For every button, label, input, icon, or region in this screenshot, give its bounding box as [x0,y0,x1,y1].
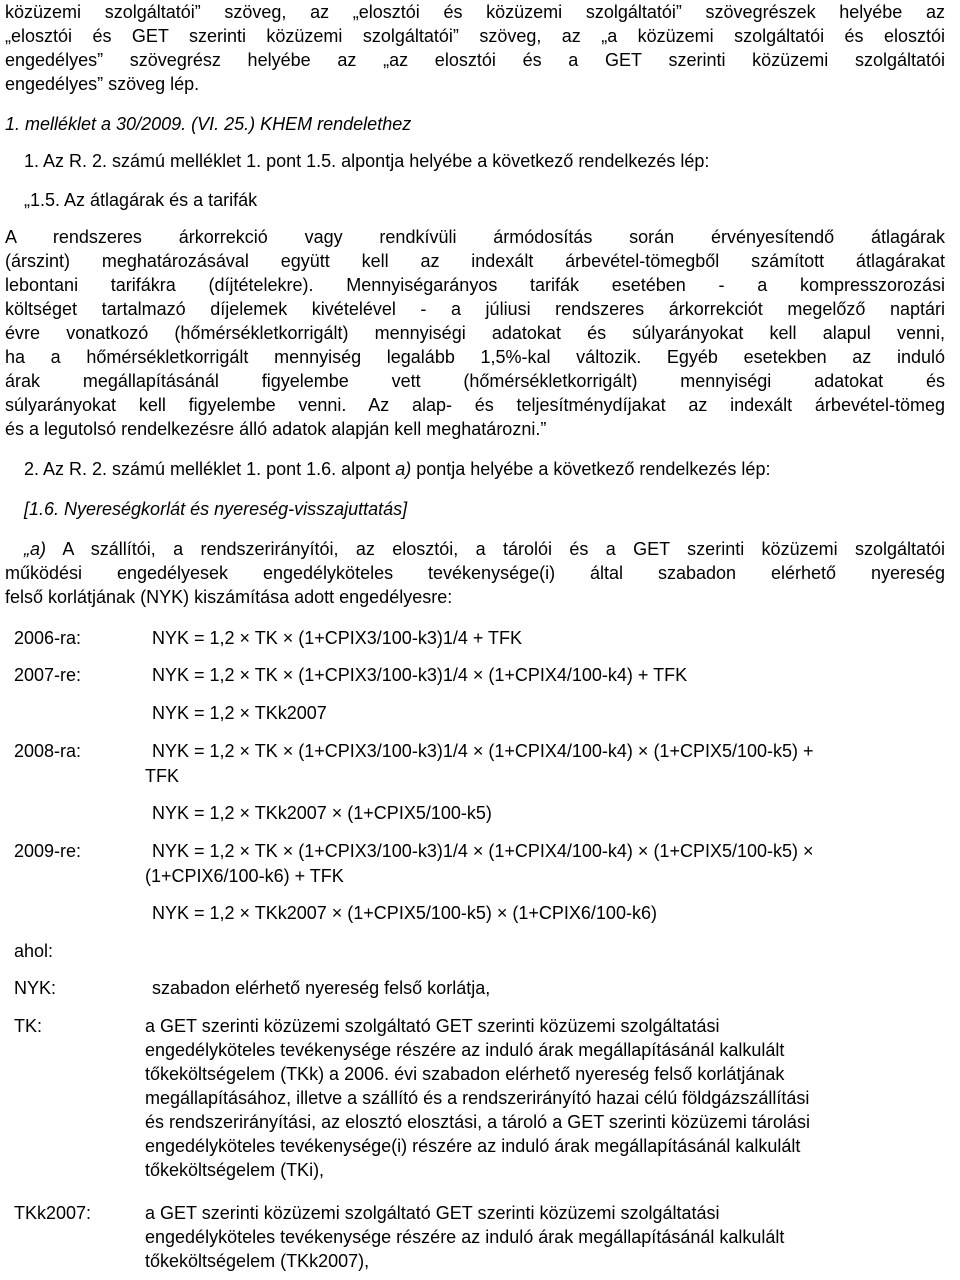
intro-line: „elosztói és GET szerinti közüzemi szolgáltatói” szöveg, az „a közüzemi szolgáltatói és elosztói [5,26,945,46]
amendment-item-1: 1. Az R. 2. számú melléklet 1. pont 1.5. alpontja helyébe a következő rendelkezés lép: [24,151,710,171]
definition-line: a GET szerinti közüzemi szolgáltató GET szerinti közüzemi szolgáltatási [145,1203,720,1223]
definition-tk [145,1014,945,1182]
formula-2008-a: NYK = 1,2 × TK × (1+CPIX3/100-k3)1/4 × (1+CPIX4/100-k4) × (1+CPIX5/100-k5) + [152,741,814,761]
year-2007-label: 2007-re: [14,665,82,685]
formula-2009-a-cont: (1+CPIX6/100-k6) + TFK [145,866,344,886]
section-1-6-heading: [1.6. Nyereségkorlát és nyereség-visszajuttatás] [24,499,408,519]
definition-nyk: szabadon elérhető nyereség felső korlátja, [152,978,491,998]
formula-2006: NYK = 1,2 × TK × (1+CPIX3/100-k3)1/4 + TFK [152,628,523,648]
year-2006-label: 2006-ra: [14,628,82,648]
definition-line: a GET szerinti közüzemi szolgáltató GET szerinti közüzemi szolgáltatási [145,1016,720,1036]
intro-paragraph [5,0,945,96]
term-tk: TK: [14,1016,43,1036]
intro-line: közüzemi szolgáltatói” szöveg, az „elosztói és közüzemi szolgáltatói” szövegrészek helyébe az [5,2,945,22]
formula-2007-a: NYK = 1,2 × TK × (1+CPIX3/100-k3)1/4 × (1+CPIX4/100-k4) + TFK [152,665,688,685]
term-tkk2007: TKk2007: [14,1203,92,1223]
intro-line: engedélyes” szöveg lép. [5,74,200,94]
paragraph-line: költséget tartalmazó díjelemek kivételével - a júliusi rendszeres árkorrekciót megelőző naptári [5,299,945,319]
definition-line: tőkeköltségelem (TKk) a 2006. évi szabadon elérhető nyereség felső korlátjának [145,1064,785,1084]
formula-2008-b: NYK = 1,2 × TKk2007 × (1+CPIX5/100-k5) [152,803,492,823]
section-1-6-paragraph [5,537,945,609]
formula-2008-a-cont: TFK [145,766,179,786]
paragraph-line: (árszint) meghatározásával együtt kell az indexált árbevétel-tömegből számított átlagárakat [5,251,945,271]
item-2-suffix: pontja helyébe a következő rendelkezés lép: [411,459,771,479]
paragraph-line: árak megállapításánál figyelembe vett (hőmérsékletkorrigált) mennyiségi adatokat és [5,371,945,391]
paragraph-line: évre vonatkozó (hőmérsékletkorrigált) mennyiségi adatokat és súlyarányokat kell alapul venni, [5,323,945,343]
definition-line: megállapításához, illetve a szállító és a rendszerirányító hazai célú földgázszállítási [145,1088,810,1108]
where-label: ahol: [14,941,54,961]
paragraph-line: ha a hőmérsékletkorrigált mennyiség legalább 1,5%-kal változik. Egyéb esetekben az induló [5,347,945,367]
year-2009-label: 2009-re: [14,841,82,861]
amendment-item-2 [24,457,770,481]
definition-line: tőkeköltségelem (TKi), [145,1160,325,1180]
section-1-5-paragraph [5,225,945,441]
annex-heading: 1. melléklet a 30/2009. (VI. 25.) KHEM rendelethez [5,114,412,134]
definition-line: tőkeköltségelem (TKk2007), [145,1251,370,1271]
paragraph-line: működési engedélyesek engedélyköteles tevékenysége(i) által szabadon elérhető nyereség [5,563,945,583]
paragraph-line: felső korlátjának (NYK) kiszámítása adott engedélyesre: [5,587,453,607]
definition-tkk2007 [145,1201,945,1273]
paragraph-line: és a legutolsó rendelkezésre álló adatok alapján kell meghatározni.” [5,419,547,439]
term-nyk: NYK: [14,978,57,998]
paragraph-line: A rendszeres árkorrekció vagy rendkívüli ármódosítás során érvényesítendő átlagárak [5,227,945,247]
paragraph-line: lebontani tarifákra (díjtételekre). Mennyiségarányos tarifák esetében - a kompresszorozási [5,275,945,295]
intro-line: engedélyes” szövegrész helyébe az „az elosztói és a GET szerinti közüzemi szolgáltatói [5,50,945,70]
paragraph-line: súlyarányokat kell figyelembe venni. Az alap- és teljesítménydíjakat az indexált árbevétel-tömeg [5,395,945,415]
section-1-5-heading: „1.5. Az átlagárak és a tarifák [24,190,258,210]
paragraph-line [5,537,945,561]
year-2008-label: 2008-ra: [14,741,82,761]
item-2-prefix: 2. Az R. 2. számú melléklet 1. pont 1.6. alpont [24,459,396,479]
formula-2009-a: NYK = 1,2 × TK × (1+CPIX3/100-k3)1/4 × (1+CPIX4/100-k4) × (1+CPIX5/100-k5) × [152,841,814,861]
formula-2009-b: NYK = 1,2 × TKk2007 × (1+CPIX5/100-k5) × (1+CPIX6/100-k6) [152,903,657,923]
definition-line: és rendszerirányítási, az elosztó elosztási, a tároló a GET szerinti közüzemi tárolási [145,1112,810,1132]
item-2-italic: a) [395,459,412,479]
definition-line: engedélyköteles tevékenysége(i) részére az induló árak megállapításánál kalkulált [145,1136,801,1156]
paragraph-line-text: A szállítói, a rendszerirányítói, az elosztói, a tárolói és a GET szerinti közüzemi szolgáltatói [46,539,945,559]
definition-line: engedélyköteles tevékenysége részére az induló árak megállapításánál kalkulált [145,1227,785,1247]
definition-line: engedélyköteles tevékenysége részére az induló árak megállapításánál kalkulált [145,1040,785,1060]
formula-2007-b: NYK = 1,2 × TKk2007 [152,703,327,723]
point-a-marker: „a) [24,539,46,559]
